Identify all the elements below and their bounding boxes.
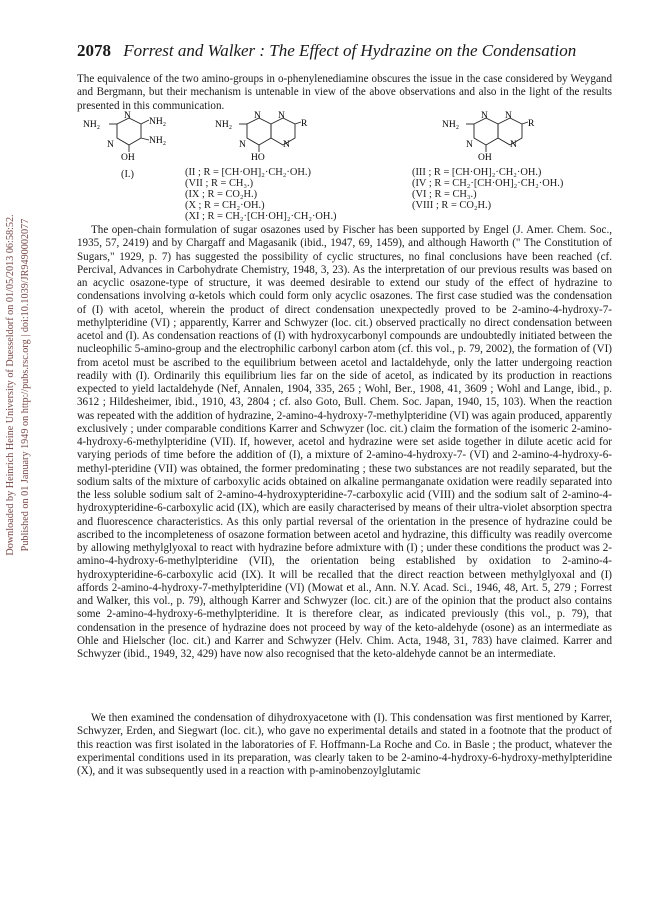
s3-caption-line: (VIII ; R = CO₂H.)	[412, 200, 492, 211]
s2-caption-line: (VII ; R = CH₃.)	[185, 178, 254, 189]
structure-II	[185, 112, 385, 220]
s3-label-5: N	[510, 140, 517, 150]
s2-label-2: N	[278, 111, 285, 121]
structure-III-drawing	[412, 112, 552, 172]
download-line: Downloaded by Heinrich Heine University of Duesseldorf on 01/05/2013 06:58:52.	[5, 214, 16, 556]
running-title: Forrest and Walker : The Effect of Hydrazine on the Condensation	[123, 41, 577, 60]
s3-caption-line: (IV ; R = CH₂·[CH·OH]₂·CH₂·OH.)	[412, 178, 564, 189]
s2-caption-line: (IX ; R = CO₂H.)	[185, 189, 258, 200]
s1-label-1: N	[124, 111, 131, 121]
running-header	[77, 41, 612, 63]
structure-III	[412, 112, 612, 220]
structure-II-drawing	[185, 112, 325, 172]
s3-label-6: OH	[478, 153, 492, 163]
s1-label-4: N	[107, 140, 114, 150]
s2-caption-line: (II ; R = [CH·OH]₂·CH₂·OH.)	[185, 167, 311, 178]
s2-label-5: N	[283, 140, 290, 150]
s3-label-1: N	[481, 111, 488, 121]
s2-label-3: R	[301, 119, 308, 129]
structure-II-caption	[185, 167, 337, 222]
intro-paragraph: The equivalence of the two amino-groups in o-phenylenediamine obscures the issue in the case considered by Weygand and Bergmann, but their mechanism is untenable in view of the above observations and also in the light of the results presented in this communication.	[77, 73, 612, 112]
s3-caption-line: (VI ; R = CH₃.)	[412, 189, 477, 200]
s2-caption-line: (XI ; R = CH₂·[CH·OH]₂·CH₂·OH.)	[185, 211, 337, 222]
s2-label-0: NH₂	[215, 120, 233, 130]
structure-I-caption	[121, 169, 134, 180]
body-paragraph-1: The open-chain formulation of sugar osazones used by Fischer has been supported by Engel (J. Amer. Chem. Soc., 1935, 57, 2419) and by Chargaff and Magasanik (ibid., 1947, 69, 1459), and although Haworth (" The Constitution of Sugars," 1929, p. 7) has suggested the possibility of cyclic structures, no final conclusions have been reached (cf. Percival, Advances in Carbohydrate Chemistry, 1948, 3, 23). As the interpretation of our previous results was based on an acyclic osazone-type of structure, it was deemed desirable to extend our study of the effect of hydrazine to condensations involving α-ketols which could form only acyclic osazones. The first case studied was the condensation of (I) with acetol, wherein the product of direct condensation unexpectedly proved to be 2-amino-4-hydroxy-7-methylpteridine (VI) ; apparently, Karrer and Schwyzer (loc. cit.) observed practically no direct condensation between acetol and (I). As condensation reactions of (I) with hydroxycarbonyl compounds are undoubtedly initiated between the nucleophilic 5-amino-group and the electrophilic carbonyl carbon atom (cf. this vol., p. 79, 2002), the formation of (VI) from acetol must be ascribed to the equilibrium between acetol and lactaldehyde, only the latter undergoing reaction readily with (I). Ordinarily this equilibrium lies far on the side of acetol, as indicated by its production in reactions expected to yield lactaldehyde (Nef, Annalen, 1904, 335, 265 ; Wohl, Ber., 1908, 41, 3609 ; Wohl and Lange, ibid., p. 3612 ; Hildesheimer, ibid., 1910, 43, 2804 ; cf. also Goto, Bull. Chem. Soc. Japan, 1940, 15, 103). When the reaction was repeated with the addition of hydrazine, 2-amino-4-hydroxy-7-methylpteridine (VI) was again produced, apparently exclusively ; under comparable conditions Karrer and Schwyzer (loc. cit.) claim the formation of the isomeric 2-amino-4-hydroxy-6-methylpteridine (VII). If, however, acetol and hydrazine were set aside together in dilute acetic acid for varying periods of time before the addition of (I), a mixture of 2-amino-4-hydroxy-7- (VI) and 2-amino-4-hydroxy-6-methyl-pteridine (VII) was obtained, the former predominating ; these two substances are not readily separated, but the sodium salts of the mixture of carboxylic acids obtained on alkaline permanganate oxidation were readily separated into the less soluble sodium salt of 2-amino-4-hydroxypteridine-7-carboxylic acid (VIII) and the sodium salt of 2-amino-4-hydroxypteridine-6-carboxylic acid (IX), which are easily characterised by means of their ultra-violet absorption spectra and fluorescence characteristics. As this only partial reversal of the orientation in the presence of hydrazine could be ascribed to the incompleteness of osazone formation between acetol and hydrazine, this difficulty was readily overcome by allowing methylglyoxal to react with hydrazine before admixture with (I) ; under these conditions the product was 2-amino-4-hydroxy-6-methylpteridine (VII), the orientation being established by oxidation to 2-amino-4-hydroxypteridine-6-carboxylic acid (IX). It will be recalled that the direct reaction between methylglyoxal and (I) affords 2-amino-4-hydroxy-7-methylpteridine (VI) (Mowat et al., Ann. N.Y. Acad. Sci., 1946, 48, Art. 5, 279 ; Forrest and Walker, this vol., p. 79), although Karrer and Schwyzer (loc. cit.) are of the opinion that the product also contains some 2-amino-4-hydroxy-6-methylpteridine. It is therefore clear, as indicated previously (this vol., p. 79), that condensation in the presence of hydrazine does not proceed by way of the keto-aldehyde (osone) as an intermediate as Ohle and Hielscher (loc. cit.) and Karrer and Schwyzer (Helv. Chim. Acta, 1948, 31, 783) have claimed. Karrer and Schwyzer (ibid., 1949, 32, 429) have now also recognised that the keto-aldehyde cannot be an intermediate.	[77, 224, 612, 660]
body-paragraph-2: We then examined the condensation of dihydroxyacetone with (I). This condensation was first mentioned by Karrer, Schwyzer, Erden, and Siegwart (loc. cit.), who gave no experimental details and stated in a footnote that the product of this reaction was first isolated in the laboratories of F. Hoffmann-La Roche and Co. in Basle ; the product, whatever the experimental conditions used in its preparation, was clearly taken to be 2-amino-4-hydroxy-6-hydroxy-methylpteridine (X), and it was subsequently used in a reaction with p-aminobenzoylglutamic	[77, 712, 612, 777]
structure-III-caption	[412, 167, 563, 211]
s2-label-4: N	[239, 140, 246, 150]
publication-line: Published on 01 January 1949 on http://pubs.rsc.org | doi:10.1039/JR9490002077	[20, 218, 31, 552]
s1-label-0: NH₂	[83, 120, 101, 130]
s3-caption-line: (III ; R = [CH·OH]₂·CH₂·OH.)	[412, 167, 542, 178]
s2-label-1: N	[254, 111, 261, 121]
s1-label-3: NH₂	[149, 136, 167, 146]
s1-label-5: OH	[121, 153, 135, 163]
structure-I	[77, 112, 172, 207]
s1-label-2: NH₂	[149, 117, 167, 127]
s3-label-2: N	[505, 111, 512, 121]
s1-caption-line: (I.)	[121, 169, 134, 180]
s2-label-6: HO	[251, 153, 265, 163]
page-number: 2078	[77, 41, 111, 60]
s2-caption-line: (X ; R = CH₂·OH.)	[185, 200, 265, 211]
structure-row	[77, 112, 612, 220]
download-watermark	[2, 150, 36, 620]
s3-label-4: N	[466, 140, 473, 150]
s3-label-0: NH₂	[442, 120, 460, 130]
s3-label-3: R	[528, 119, 535, 129]
